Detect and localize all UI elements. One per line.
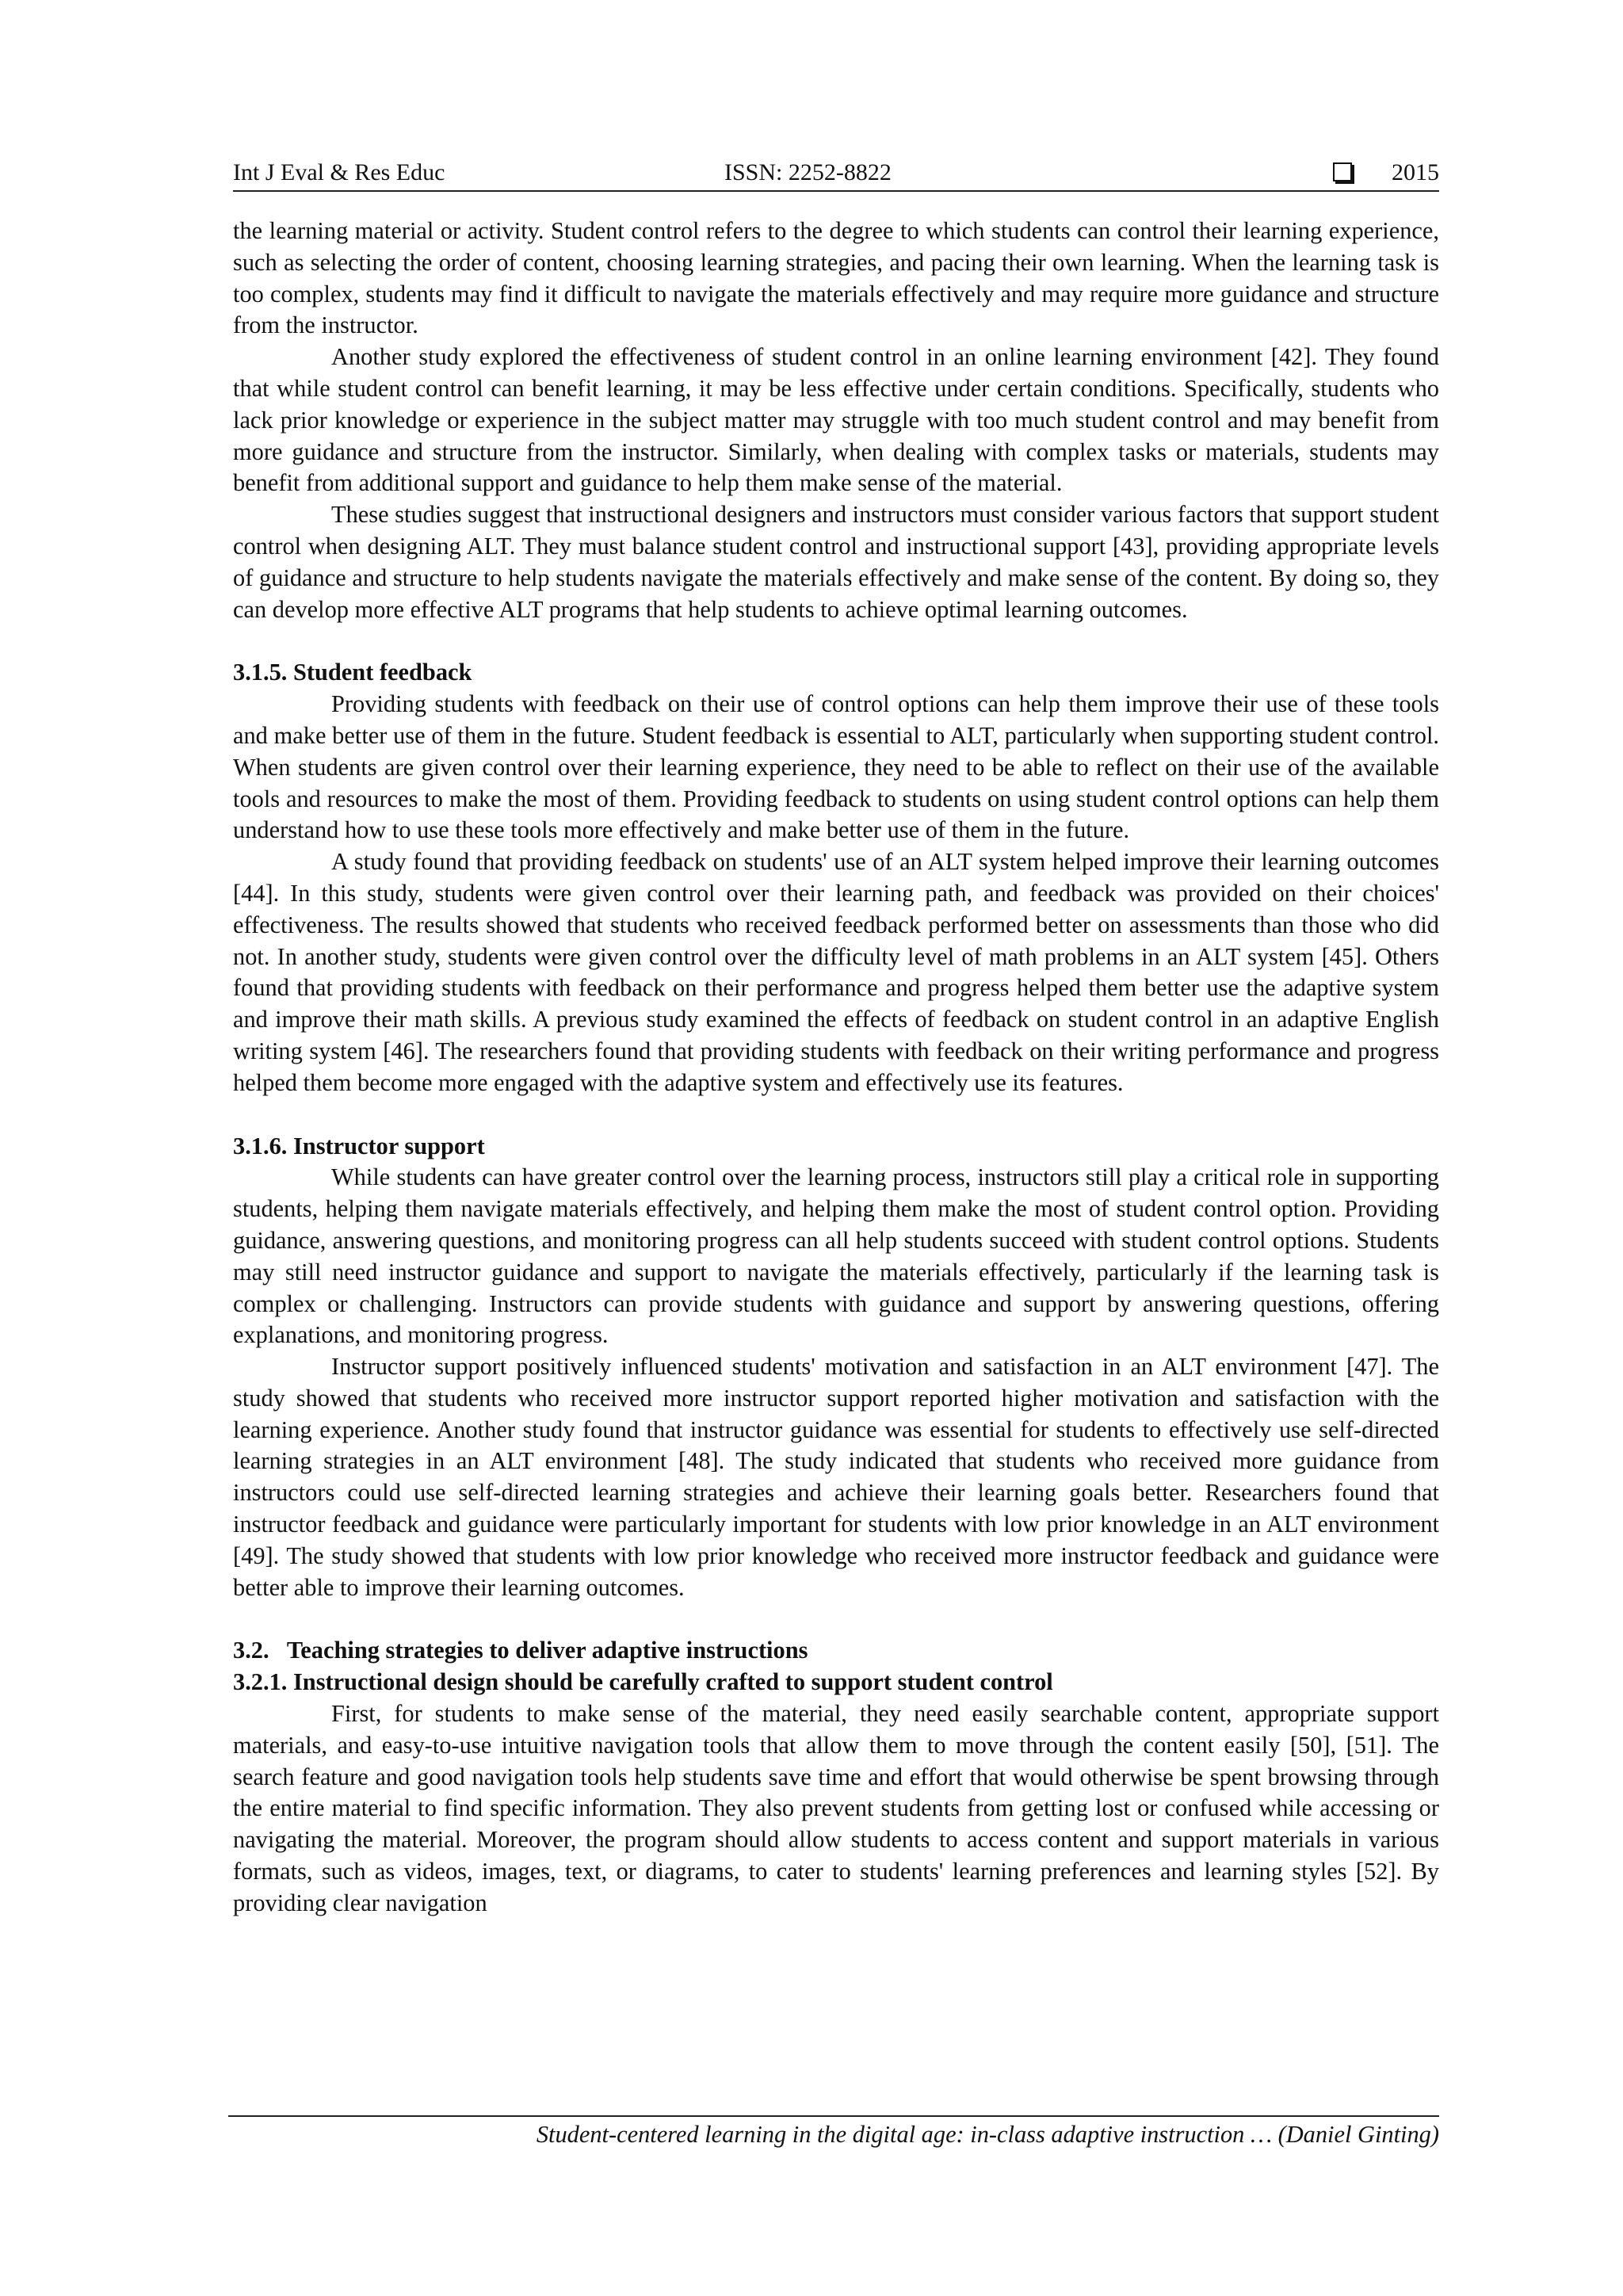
- section-heading-instructional-design: 3.2.1. Instructional design should be carefully crafted to support student control: [233, 1668, 1053, 1696]
- square-box-icon: [1333, 162, 1352, 181]
- page-header: [233, 155, 1439, 192]
- section-heading-student-feedback: 3.1.5. Student feedback: [233, 659, 472, 686]
- paragraph: Instructor support positively influenced students' motivation and satisfaction in an ALT environment [47]. The study showed that students who received more instructor support reported higher motivation and satisfaction with the learning experience. Another study found that instructor guidance was essential for students to effectively use self-directed learning strategies in an ALT environment [48]. The study indicated that students who received more guidance from instructors could use self-directed learning strategies and achieve their learning goals better. Researchers found that instructor feedback and guidance were particularly important for students with low prior knowledge in an ALT environment [49]. The study showed that students with low prior knowledge who received more instructor feedback and guidance were better able to improve their learning outcomes.: [233, 1353, 1439, 1601]
- section-gap: [233, 625, 1439, 657]
- paragraph: A study found that providing feedback on students' use of an ALT system helped improve their learning outcomes [44]. In this study, students were given control over their learning path, and feedback was provided on their choices' effectiveness. The results showed that students who received feedback performed better on assessments than those who did not. In another study, students were given control over the difficulty level of math problems in an ALT system [45]. Others found that providing students with feedback on their performance and progress helped them better use the adaptive system and improve their math skills. A previous study examined the effects of feedback on student control in an adaptive English writing system [46]. The researchers found that providing students with feedback on their writing performance and progress helped them become more engaged with the adaptive system and effectively use its features.: [233, 848, 1439, 1096]
- paragraph-continued: the learning material or activity. Student control refers to the degree to which students can control their learning experience, such as selecting the order of content, choosing learning strategies, and pacing their own learning. When the learning task is too complex, students may find it difficult to navigate the materials effectively and may require more guidance and structure from the instructor.: [233, 217, 1439, 339]
- paragraph: While students can have greater control over the learning process, instructors still play a critical role in supporting students, helping them navigate materials effectively, and helping them make the most of student control option. Providing guidance, answering questions, and monitoring progress can all help students succeed with student control options. Students may still need instructor guidance and support to navigate the materials effectively, particularly if the learning task is complex or challenging. Instructors can provide students with guidance and support by answering questions, offering explanations, and monitoring progress.: [233, 1163, 1439, 1349]
- article-body: [233, 216, 1439, 1920]
- section-heading-teaching-strategies: 3.2. Teaching strategies to deliver adaptive instructions: [233, 1637, 808, 1664]
- paragraph: These studies suggest that instructional designers and instructors must consider various factors that support student control when designing ALT. They must balance student control and instructional support [43], providing appropriate levels of guidance and structure to help students navigate the materials effectively and make sense of the content. By doing so, they can develop more effective ALT programs that help students to achieve optimal learning outcomes.: [233, 501, 1439, 623]
- page-number: 2015: [1392, 159, 1439, 185]
- section-gap: [233, 1603, 1439, 1635]
- issn-number: ISSN: 2252-8822: [724, 159, 892, 185]
- section-gap: [233, 1099, 1439, 1131]
- paragraph: Providing students with feedback on their use of control options can help them improve their use of these tools and make better use of them in the future. Student feedback is essential to ALT, particularly when supporting student control. When students are given control over their learning experience, they need to be able to reflect on their use of the available tools and resources to make the most of them. Providing feedback to students on using student control options can help them understand how to use these tools more effectively and make better use of them in the future.: [233, 690, 1439, 844]
- page-number-group: [1333, 155, 1439, 190]
- journal-name: Int J Eval & Res Educ: [233, 159, 445, 185]
- paragraph: First, for students to make sense of the material, they need easily searchable content, appropriate support materials, and easy-to-use intuitive navigation tools that allow them to move through the content easily [50], [51]. The search feature and good navigation tools help students save time and effort that would otherwise be spent browsing through the entire material to find specific information. They also prevent students from getting lost or confused while accessing or navigating the material. Moreover, the program should allow students to access content and support materials in various formats, such as videos, images, text, or diagrams, to cater to students' learning preferences and learning styles [52]. By providing clear navigation: [233, 1700, 1439, 1916]
- section-heading-instructor-support: 3.1.6. Instructor support: [233, 1132, 485, 1159]
- paragraph: Another study explored the effectiveness of student control in an online learning environment [42]. They found that while student control can benefit learning, it may be less effective under certain conditions. Specifically, students who lack prior knowledge or experience in the subject matter may struggle with too much student control and may benefit from more guidance and structure from the instructor. Similarly, when dealing with complex tasks or materials, students may benefit from additional support and guidance to help them make sense of the material.: [233, 343, 1439, 497]
- running-footer: Student-centered learning in the digital age: in-class adaptive instruction … (Daniel Ginting): [536, 2121, 1439, 2148]
